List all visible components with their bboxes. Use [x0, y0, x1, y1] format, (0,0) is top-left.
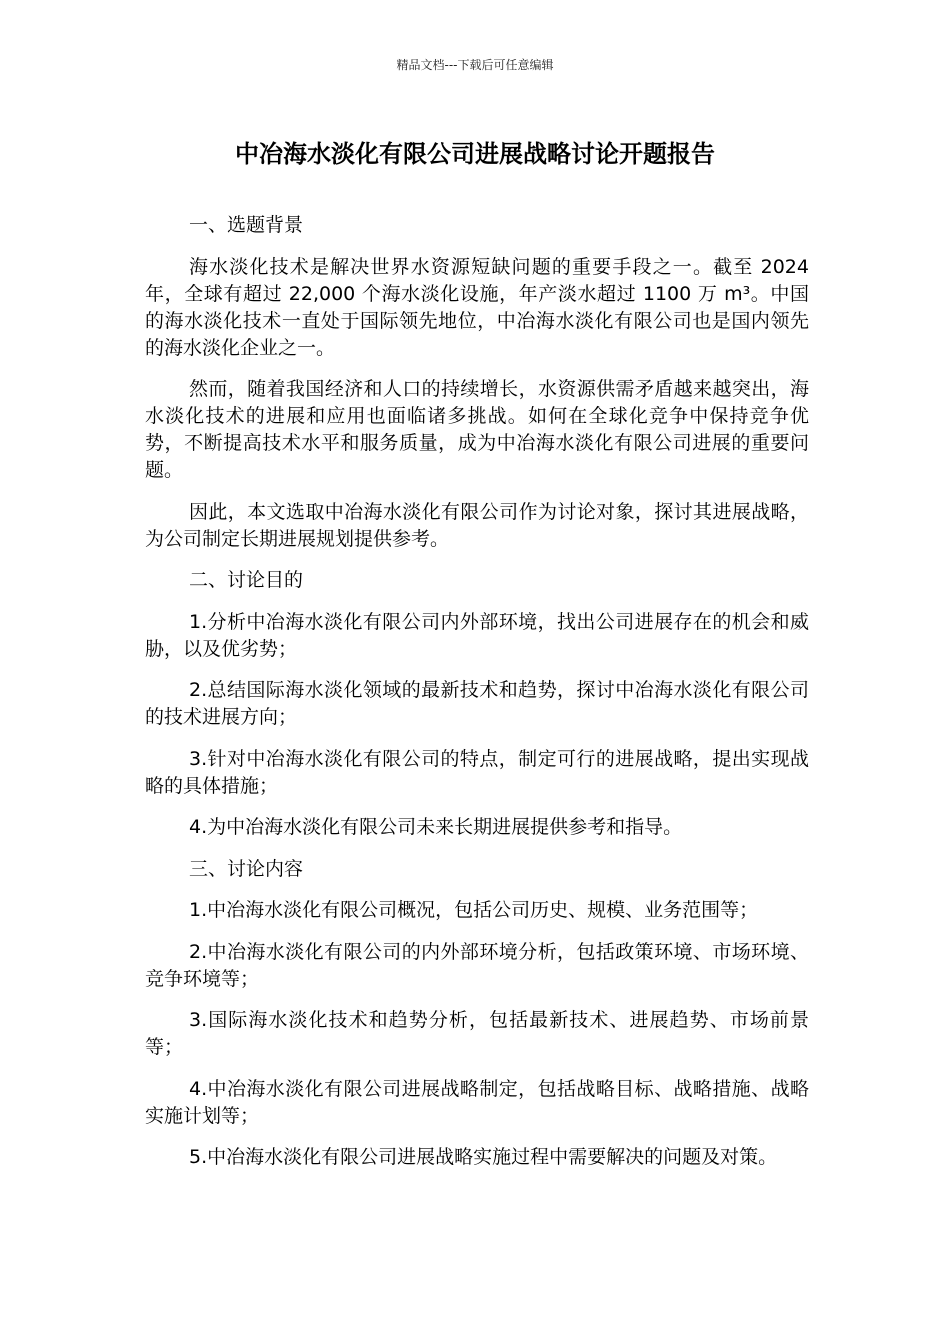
section-heading-background: 一、选题背景 — [189, 214, 304, 236]
header-note: 精品文档---下载后可任意编辑 — [396, 58, 554, 72]
document-title: 中冶海水淡化有限公司进展战略讨论开题报告 — [235, 140, 715, 168]
content-item-5: 5.中冶海水淡化有限公司进展战略实施过程中需要解决的问题及对策。 — [189, 1146, 778, 1168]
purpose-item-2: 2.总结国际海水淡化领域的最新技术和趋势，探讨中冶海水淡化有限公司的技术进展方向； — [145, 679, 809, 728]
purpose-item-1: 1.分析中冶海水淡化有限公司内外部环境，找出公司进展存在的机会和威胁，以及优劣势； — [145, 610, 809, 660]
section-heading-purpose: 二、讨论目的 — [189, 569, 304, 591]
content-item-2: 2.中冶海水淡化有限公司的内外部环境分析，包括政策环境、市场环境、竞争环境等； — [145, 940, 809, 990]
background-paragraph-1: 海水淡化技术是解决世界水资源短缺问题的重要手段之一。截至 2024 年，全球有超过 22,000 个海水淡化设施，年产淡水超过 1100 万 m³。中国的海水淡化技术一直处于国际领先地位，中冶海水淡化有限公司也是国内领先的海水淡化企业之一。 — [145, 255, 809, 359]
background-paragraph-2: 然而，随着我国经济和人口的持续增长，水资源供需矛盾越来越突出，海水淡化技术的进展和应用也面临诸多挑战。如何在全球化竞争中保持竞争优势，不断提高技术水平和服务质量，成为中冶海水淡化有限公司进展的重要问题。 — [145, 378, 809, 481]
content-item-4: 4.中冶海水淡化有限公司进展战略制定，包括战略目标、战略措施、战略实施计划等； — [145, 1077, 809, 1127]
content-item-1: 1.中冶海水淡化有限公司概况，包括公司历史、规模、业务范围等； — [189, 899, 759, 921]
background-paragraph-3: 因此，本文选取中冶海水淡化有限公司作为讨论对象，探讨其进展战略，为公司制定长期进展规划提供参考。 — [145, 500, 809, 550]
content-item-3: 3.国际海水淡化技术和趋势分析，包括最新技术、进展趋势、市场前景等； — [145, 1009, 809, 1058]
document-body — [145, 212, 809, 1186]
purpose-item-3: 3.针对中冶海水淡化有限公司的特点，制定可行的进展战略，提出实现战略的具体措施； — [145, 747, 809, 797]
section-heading-content: 三、讨论内容 — [189, 857, 304, 880]
purpose-item-4: 4.为中冶海水淡化有限公司未来长期进展提供参考和指导。 — [189, 816, 683, 838]
